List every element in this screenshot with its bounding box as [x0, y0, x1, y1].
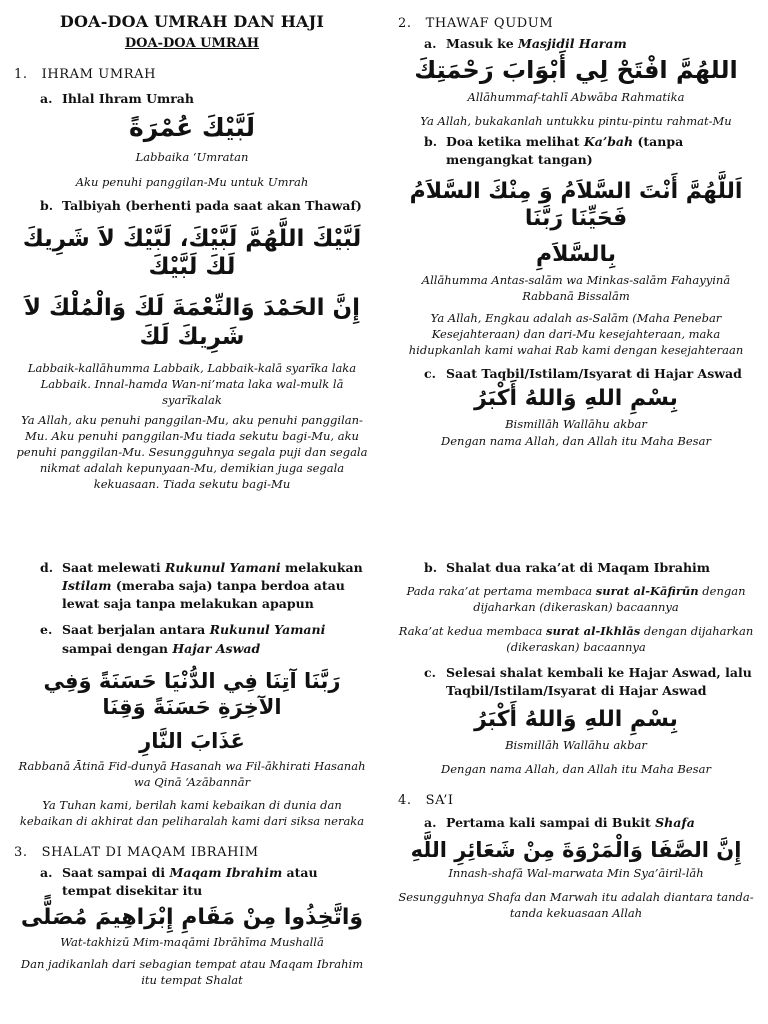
section-heading-sai: 4. SA’I [398, 793, 454, 809]
transliteration: Wat-takhizū Mim-maqāmi Ibrāhīma Mushallā [60, 934, 324, 949]
meaning: Ya Allah, bukakanlah untukku pintu-pintu rahmat-Mu [420, 114, 732, 129]
item-taqbil-hajar-aswad: c. Saat Taqbil/Istilam/Isyarat di Hajar Aswad [424, 365, 742, 381]
meaning: Ya Allah, Engkau adalah as-Salām (Maha Penebar Kesejahteraan) dan dari-Mu kesejahteraan, maka hidupkanlah kami wahai Rab kami dengan kesejahteraan [408, 311, 744, 358]
arabic-labbaika-umratan: لَبَّيْكَ عُمْرَةً [129, 113, 255, 143]
section-heading-ihram-umrah: 1. IHRAM UMRAH [14, 67, 157, 82]
meaning: Dengan nama Allah, dan Allah itu Maha Besar [441, 762, 711, 777]
item-shalat-dua-rakaat: b. Shalat dua raka’at di Maqam Ibrahim [424, 560, 711, 575]
instruction-rakaat-pertama: Pada raka’at pertama membaca surat al-Kāfirūn dengan dijaharkan (dikeraskan) bacaannya [406, 584, 746, 615]
bottom-left-column [14, 559, 370, 988]
instruction-rakaat-kedua: Raka’at kedua membaca surat al-Ikhlās dengan dijaharkan (dikeraskan) bacaannya [398, 624, 754, 655]
transliteration: Innash-shafā Wal-marwata Min Sya’āiril-lāh [448, 865, 704, 880]
top-left-column [14, 12, 370, 492]
transliteration: Labbaika ‘Umratan [135, 150, 249, 165]
meaning: Dengan nama Allah, dan Allah itu Maha Besar [441, 434, 711, 449]
transliteration: Bismillāh Wallāhu akbar [505, 417, 647, 432]
transliteration: Bismillāh Wallāhu akbar [505, 738, 647, 753]
arabic-wattakhidzu: وَاتَّخِذُوا مِنْ مَقَامِ إِبْرَاهِيمَ مُصَلًّى [20, 905, 364, 930]
meaning: Ya Tuhan kami, berilah kami kebaikan di dunia dan kebaikan di akhirat dan peliharalah kami dari siksa neraka [19, 797, 365, 828]
arabic-allahummaftah: اللهُمَّ افْتَحْ لِي أَبْوَابَ رَحْمَتِكَ [414, 56, 738, 85]
transliteration: Allāhummaf-tahlī Abwāba Rahmatika [467, 90, 685, 105]
arabic-bismillah-wallahu-akbar: بِسْمِ اللهِ وَاللهُ أَكْبَرُ [474, 385, 678, 411]
item-masuk-masjidil-haram: a. Masuk ke Masjidil Haram [424, 36, 627, 51]
item-rukunul-yamani-istilam: d. Saat melewati Rukunul Yamani melakukan Istilam (meraba saja) tanpa berdoa atau lewat saja tanpa melakukan apapun [40, 560, 363, 612]
arabic-talbiyah-line-1: لَبَّيْكَ اللَّهُمَّ لَبَّيْكَ، لَبَّيْكَ لاَ شَرِيكَ لَكَ لَبَّيْكَ [22, 225, 362, 281]
arabic-rabbana-atina-line-1: رَبَّنَا آتِنَا فِي الدُّنْيَا حَسَنَةً وَفِي الآخِرَةِ حَسَنَةً وَقِنَا [43, 668, 341, 719]
arabic-rabbana-atina-line-2: عَذَابَ النَّارِ [139, 729, 245, 754]
item-melihat-kabah: b. Doa ketika melihat Ka’bah (tanpa mengangkat tangan) [424, 134, 684, 168]
arabic-innash-shafa: إِنَّ الصَّفَا وَالْمَرْوَةَ مِنْ شَعَائِرِ اللَّهِ [410, 837, 742, 862]
item-talbiyah: b. Talbiyah (berhenti pada saat akan Thawaf) [40, 197, 362, 213]
arabic-bismillah-wallahu-akbar: بِسْمِ اللهِ وَاللهُ أَكْبَرُ [474, 706, 678, 732]
arabic-talbiyah-line-2: إِنَّ الحَمْدَ وَالنِّعْمَةَ لَكَ وَالْمُلْكَ لاَ شَرِيكَ لَكَ [23, 295, 361, 350]
top-right-column [398, 16, 754, 449]
item-ihlal-ihram-umrah: a. Ihlal Ihram Umrah [40, 91, 194, 106]
item-bukit-shafa: a. Pertama kali sampai di Bukit Shafa [424, 815, 695, 831]
meaning: Aku penuhi panggilan-Mu untuk Umrah [75, 175, 309, 190]
item-selesai-shalat: c. Selesai shalat kembali ke Hajar Aswad, lalu Taqbil/Istilam/Isyarat di Hajar Aswad [424, 664, 752, 698]
item-sampai-maqam-ibrahim: a. Saat sampai di Maqam Ibrahim atau tempat disekitar itu [40, 864, 318, 898]
document-subtitle: DOA-DOA UMRAH [124, 36, 260, 51]
document-title: DOA-DOA UMRAH DAN HAJI [59, 12, 325, 31]
transliteration: Rabbanā Ātinā Fid-dunyā Hasanah wa Fil-ākhirati Hasanah wa Qinā ‘Azābannār [18, 759, 366, 790]
transliteration: Allāhumma Antas-salām wa Minkas-salām Fahayyinā Rabbanā Bissalām [421, 273, 731, 304]
item-rukunul-yamani-hajar-aswad: e. Saat berjalan antara Rukunul Yamani sampai dengan Hajar Aswad [40, 622, 326, 656]
meaning: Dan jadikanlah dari sebagian tempat atau Maqam Ibrahim itu tempat Shalat [20, 956, 364, 987]
arabic-antas-salam-line-2: بِالسَّلاَمِ [536, 241, 616, 267]
section-heading-thawaf-qudum: 2. THAWAF QUDUM [398, 16, 554, 31]
arabic-antas-salam-line-1: اَللَّهُمَّ أَنْتَ السَّلاَمُ وَ مِنْكَ السَّلاَمُ فَحَيِّنَا رَبَّنَا [409, 178, 743, 232]
section-heading-shalat-maqam-ibrahim: 3. SHALAT DI MAQAM IBRAHIM [14, 844, 259, 860]
bottom-right-column [398, 559, 754, 921]
meaning: Sesungguhnya Shafa dan Marwah itu adalah diantara tanda-tanda kekuasaan Allah [398, 889, 754, 920]
transliteration: Labbaik-kallāhumma Labbaik, Labbaik-kalā syarīka laka Labbaik. Innal-hamda Wan-ni’mata laka wal-mulk lā syarīkalak [27, 360, 357, 407]
meaning: Ya Allah, aku penuhi panggilan-Mu, aku penuhi panggilan-Mu. Aku penuhi panggilan-Mu tiada sekutu bagi-Mu, aku penuhi panggilan-Mu. Sesungguhnya segala puji dan segala nikmat adalah kepunyaan-Mu, demikian juga segala kekuasaan. Tiada sekutu bagi-Mu [16, 412, 368, 492]
